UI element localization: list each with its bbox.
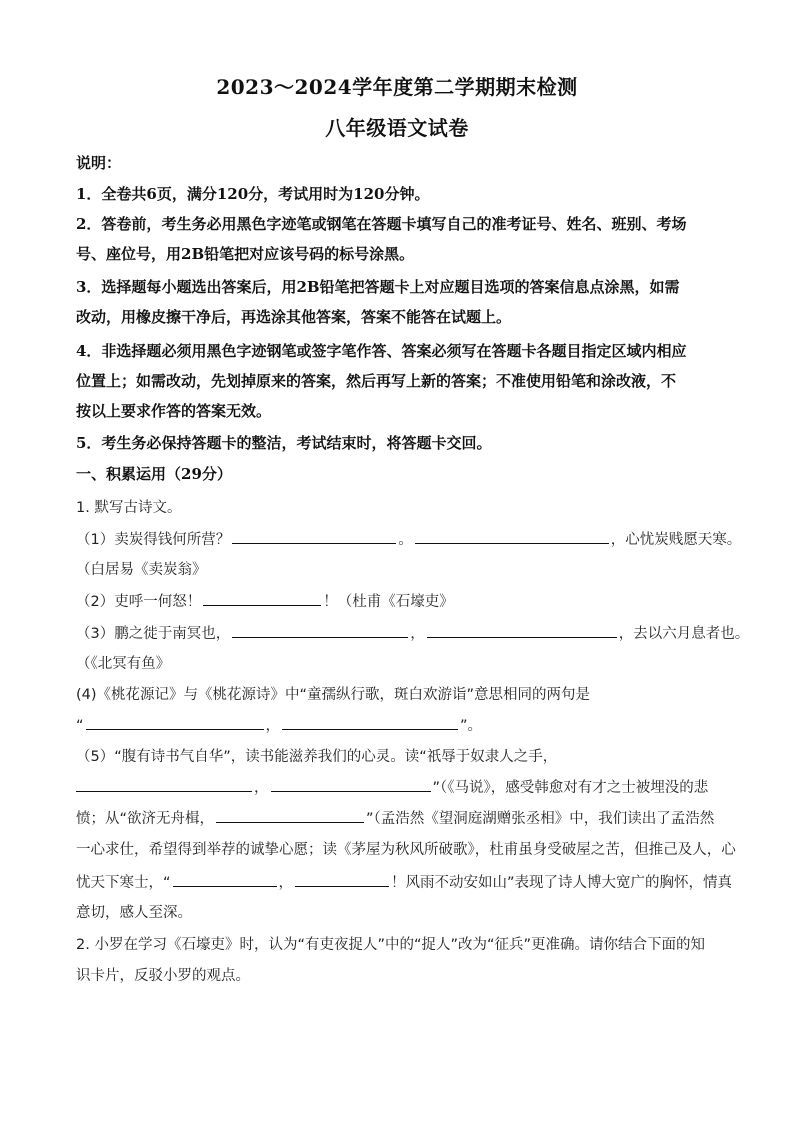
question-1-part-5-line-2 — [76, 775, 726, 797]
question-1-part-5-line-4: 一心求仕，希望得到举荐的诚挚心愿；读《茅屋为秋风所破歌》，杜甫虽身受破屋之苦，但推己及人，心 — [76, 842, 736, 858]
question-1-part-2 — [76, 589, 726, 611]
answer-blank[interactable] — [173, 870, 277, 887]
question-1-part-4-line-1: (4)《桃花源记》与《桃花源诗》中“童孺纵行歌，斑白欢游诣”意思相同的两句是 — [76, 687, 591, 703]
instruction-item-3-line-1: 3．选择题每小题选出答案后，用2B铅笔把答题卡上对应题目选项的答案信息点涂黑，如需 — [76, 278, 680, 296]
answer-blank[interactable] — [232, 527, 396, 544]
q1-p3-text-c: ，去以六月息者也。 — [618, 626, 750, 642]
question-1-part-1 — [76, 527, 742, 549]
instruction-item-1: 1．全卷共6页，满分120分，考试用时为120分钟。 — [76, 185, 430, 203]
question-2-line-1: 2. 小罗在学习《石壕吏》时，认为“有吏夜捉人”中的“捉人”改为“征兵”更准确。请你结合下面的知 — [76, 937, 706, 953]
instructions-heading: 说明： — [76, 154, 122, 172]
question-1-part-5-line-6: 意切，感人至深。 — [76, 905, 192, 921]
question-1-part-3 — [76, 621, 750, 643]
q1-p5-text-h: ， — [278, 875, 294, 891]
q1-p5-text-i: ！风雨不动安如山”表现了诗人博大宽广的胸怀，情真 — [391, 875, 733, 891]
answer-blank[interactable] — [271, 775, 431, 792]
q1-p5-text-b: ， — [254, 780, 269, 796]
section-heading: 一、积累运用（29分） — [76, 465, 232, 483]
instruction-item-2-line-2: 号、座位号，用2B铅笔把对应该号码的标号涂黑。 — [76, 245, 415, 263]
exam-title: 2023～2024学年度第二学期期末检测 — [216, 75, 578, 99]
question-1-part-5-line-3 — [76, 806, 726, 828]
answer-blank[interactable] — [282, 713, 458, 730]
exam-subtitle: 八年级语文试卷 — [325, 116, 469, 140]
question-1-part-5-line-5 — [76, 870, 733, 892]
q1-p2-text-b: ！（杜甫《石壕吏》 — [323, 594, 454, 610]
instruction-item-3-line-2: 改动，用橡皮擦干净后，再选涂其他答案，答案不能答在试题上。 — [76, 308, 512, 326]
question-1-part-1-source: （白居易《卖炭翁》 — [76, 562, 207, 578]
q1-p4-text-d: ”。 — [460, 718, 483, 734]
question-1-part-4-line-2 — [76, 713, 726, 735]
q1-p5-text-g: 忧天下寒士，“ — [76, 875, 171, 891]
q1-p5-text-e: ”（孟浩然《望洞庭湖赠张丞相》中，我们读出了孟浩然 — [366, 811, 715, 827]
q1-p2-text-a: （2）吏呼一何怒！ — [76, 594, 202, 610]
answer-blank[interactable] — [415, 527, 609, 544]
q1-p3-text-a: （3）鹏之徙于南冥也， — [76, 626, 231, 642]
instruction-item-2-line-1: 2．答卷前，考生务必用黑色字迹笔或钢笔在答题卡填写自己的准考证号、姓名、班别、考场 — [76, 215, 687, 233]
q1-p1-text-c: ，心忧炭贱愿天寒。 — [610, 532, 742, 548]
question-1-part-3-source: （《北冥有鱼》 — [76, 656, 171, 672]
answer-blank[interactable] — [86, 713, 264, 730]
q1-p4-text-c: ， — [265, 718, 281, 734]
answer-blank[interactable] — [203, 589, 321, 606]
q1-p3-text-b: ， — [410, 626, 425, 642]
answer-blank[interactable] — [76, 775, 252, 792]
answer-blank[interactable] — [295, 870, 389, 887]
question-1-part-5-line-1: （5）“腹有诗书气自华”，读书能滋养我们的心灵。读“祇辱于奴隶人之手， — [76, 749, 558, 765]
question-1-stem: 1. 默写古诗文。 — [76, 500, 182, 516]
question-2-line-2: 识卡片，反驳小罗的观点。 — [76, 968, 250, 984]
instruction-item-4-line-3: 按以上要求作答的答案无效。 — [76, 402, 272, 420]
answer-blank[interactable] — [427, 621, 617, 638]
instruction-item-4-line-1: 4．非选择题必须用黑色字迹钢笔或签字笔作答、答案必须写在答题卡各题目指定区域内相应 — [76, 342, 687, 360]
q1-p1-text-a: （1）卖炭得钱何所营？ — [76, 532, 231, 548]
q1-p4-text-b: “ — [76, 718, 84, 734]
answer-blank[interactable] — [216, 806, 364, 823]
q1-p5-text-c: ”（《马说》，感受韩愈对有才之士被埋没的悲 — [432, 780, 709, 796]
instruction-item-5: 5．考生务必保持答题卡的整洁，考试结束时，将答题卡交回。 — [76, 434, 492, 452]
q1-p1-text-b: 。 — [398, 532, 413, 548]
q1-p5-text-d: 愤；从“欲济无舟楫， — [76, 811, 215, 827]
instruction-item-4-line-2: 位置上；如需改动，先划掉原来的答案，然后再写上新的答案；不准使用铅笔和涂改液，不 — [76, 372, 677, 390]
answer-blank[interactable] — [232, 621, 408, 638]
